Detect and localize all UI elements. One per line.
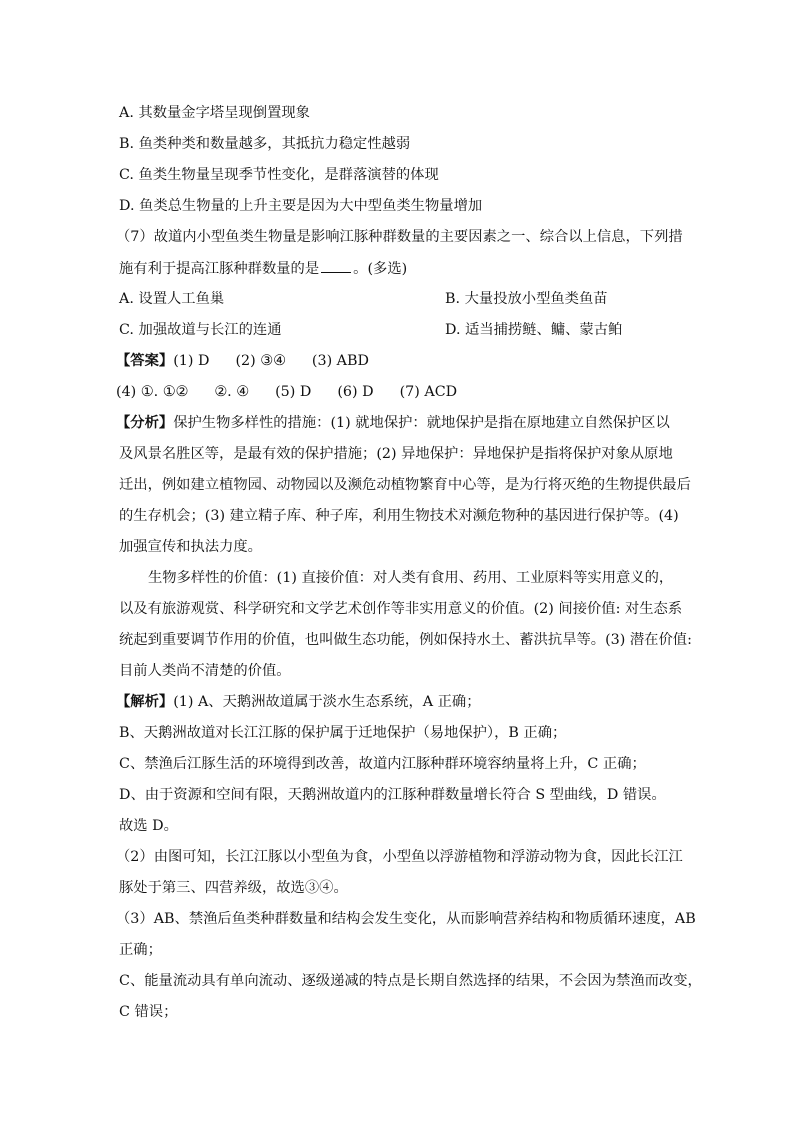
- analysis-line-3: 迁出，例如建立植物园、动物园以及濒危动植物繁育中心等，是为行将灭绝的生物提供最后: [119, 477, 691, 493]
- answer-4b: ②. ④: [214, 384, 250, 400]
- explanation-line-5: 故选 D。: [119, 818, 178, 834]
- value-line-3: 统起到重要调节作用的价值，也叫做生态功能，例如保持水土、蓄洪抗旱等。(3) 潜在价值:: [119, 632, 692, 648]
- explanation-text-1: (1) A、天鹅洲故道属于淡水生态系统，A 正确；: [173, 694, 481, 710]
- explanation-line-2: B、天鹅洲故道对长江江豚的保护属于迁地保护（易地保护），B 正确；: [119, 725, 567, 741]
- explanation-line-4: D、由于资源和空间有限，天鹅洲故道内的江豚种群数量增长符合 S 型曲线，D 错误。: [119, 787, 666, 803]
- question-7-line-1: （7）故道内小型鱼类生物量是影响江豚种群数量的主要因素之一、综合以上信息，下列措: [116, 229, 683, 245]
- answer-5: (5) D: [275, 384, 312, 400]
- value-line-4: 目前人类尚不清楚的价值。: [119, 663, 291, 679]
- explanation-line-11: C 错误；: [119, 1004, 178, 1020]
- answer-tag: 【答案】: [116, 353, 174, 369]
- explanation-line-1: [116, 692, 481, 712]
- answer-line-2: [116, 382, 457, 402]
- value-line-2: 以及有旅游观赏、科学研究和文学艺术创作等非实用意义的价值。(2) 间接价值: 对生态系: [119, 601, 683, 617]
- analysis-line-5: 加强宣传和执法力度。: [119, 539, 262, 555]
- option-6d: D. 鱼类总生物量的上升主要是因为大中型鱼类生物量增加: [119, 198, 483, 214]
- value-line-1: 生物多样性的价值：(1) 直接价值：对人类有食用、药用、工业原料等实用意义的，: [148, 570, 674, 586]
- option-6a: A. 其数量金字塔呈现倒置现象: [119, 105, 310, 121]
- answer-6: (6) D: [337, 384, 374, 400]
- question-7-text: 施有利于提高江豚种群数量的是: [119, 261, 320, 277]
- analysis-line-4: 的生存机会；(3) 建立精子库、种子库，利用生物技术对濒危物种的基因进行保护等。(4): [119, 508, 679, 524]
- option-6c: C. 鱼类生物量呈现季节性变化，是群落演替的体现: [119, 167, 439, 183]
- answer-1: (1) D: [173, 353, 210, 369]
- analysis-line-1: [116, 413, 670, 433]
- option-6b: B. 鱼类种类和数量越多，其抵抗力稳定性越弱: [119, 136, 411, 152]
- answer-line-1: [116, 351, 369, 371]
- option-7b: B. 大量投放小型鱼类鱼苗: [445, 291, 608, 307]
- option-7c: C. 加强故道与长江的连通: [119, 322, 282, 338]
- question-7-line-2: [119, 258, 407, 279]
- analysis-line-2: 及风景名胜区等，是最有效的保护措施；(2) 异地保护：异地保护是指将保护对象从原地: [119, 446, 673, 462]
- analysis-text-1: 保护生物多样性的措施：(1) 就地保护：就地保护是指在原地建立自然保护区以: [173, 415, 670, 431]
- analysis-tag: 【分析】: [116, 415, 174, 431]
- explanation-line-6: （2）由图可知，长江江豚以小型鱼为食，小型鱼以浮游植物和浮游动物为食，因此长江江: [116, 849, 683, 865]
- answer-7: (7) ACD: [399, 384, 458, 400]
- explanation-tag: 【解析】: [116, 694, 174, 710]
- answer-2: (2) ③④: [235, 353, 286, 369]
- explanation-line-10: C、能量流动具有单向流动、逐级递减的特点是长期自然选择的结果，不会因为禁渔而改变，: [119, 973, 702, 989]
- explanation-line-8: （3）AB、禁渔后鱼类种群数量和结构会发生变化，从而影响营养结构和物质循环速度，AB: [116, 911, 696, 927]
- explanation-line-9: 正确；: [119, 942, 162, 958]
- answer-3: (3) ABD: [311, 353, 369, 369]
- answer-blank: [321, 258, 351, 273]
- option-7a: A. 设置人工鱼巢: [119, 291, 225, 307]
- answer-4: (4) ①. ①②: [116, 384, 189, 400]
- explanation-line-3: C、禁渔后江豚生活的环境得到改善，故道内江豚种群环境容纳量将上升，C 正确；: [119, 756, 646, 772]
- question-7-suffix: 。(多选): [353, 261, 408, 277]
- explanation-line-7: 豚处于第三、四营养级，故选③④。: [119, 880, 348, 896]
- option-7d: D. 适当捕捞鲢、鳙、蒙古鲌: [445, 322, 623, 338]
